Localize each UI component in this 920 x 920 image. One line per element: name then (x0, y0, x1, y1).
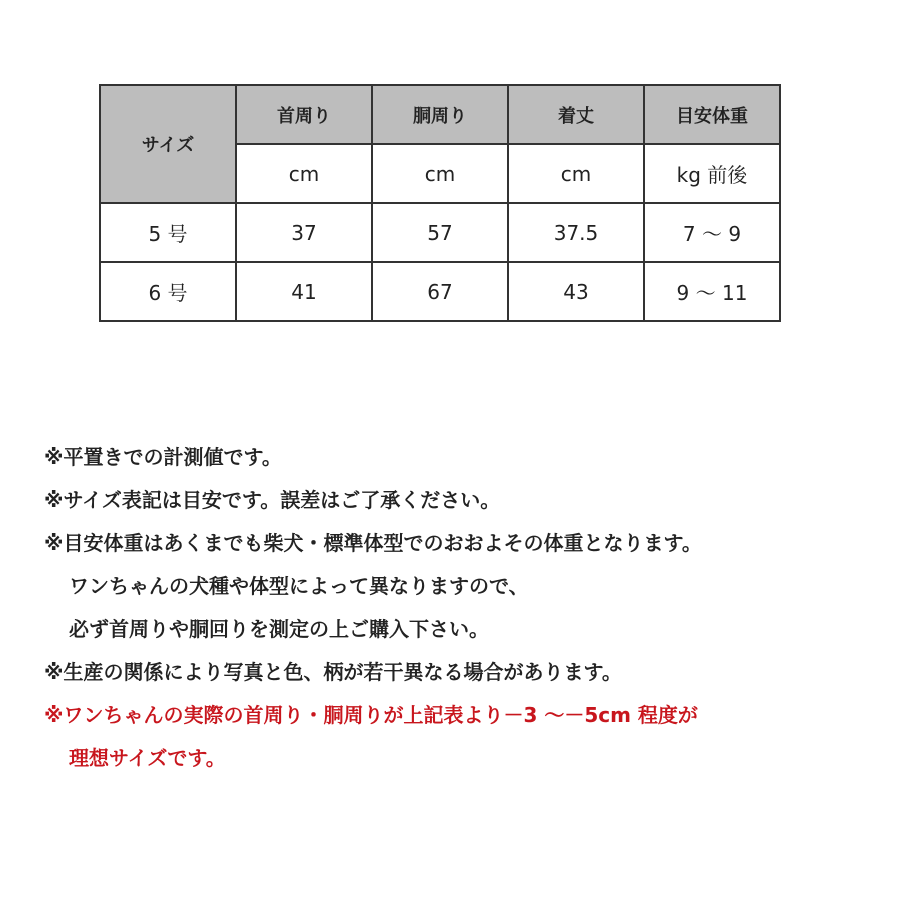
weight-unit-cell: kg 前後 (644, 144, 780, 203)
neck-unit-cell: cm (236, 144, 372, 203)
weight-value-cell: 7 〜 9 (644, 203, 780, 262)
neck-header-cell: 首周り (236, 85, 372, 144)
length-header-cell: 着丈 (508, 85, 644, 144)
length-value-cell: 37.5 (508, 203, 644, 262)
chest-header-cell: 胴周り (372, 85, 508, 144)
chest-unit-cell: cm (372, 144, 508, 203)
weight-value-cell: 9 〜 11 (644, 262, 780, 321)
chest-value-cell: 57 (372, 203, 508, 262)
note-weight-guide-cont-2: 必ず首周りや胴回りを測定の上ご購入下さい。 (69, 617, 489, 641)
notes-list (44, 436, 904, 780)
table-row (100, 262, 780, 321)
table-header-row (100, 85, 780, 144)
note-size-guide: ※サイズ表記は目安です。誤差はご了承ください。 (44, 488, 501, 512)
neck-value-cell: 37 (236, 203, 372, 262)
note-measurement: ※平置きでの計測値です。 (44, 445, 282, 469)
chest-value-cell: 67 (372, 262, 508, 321)
table-row (100, 203, 780, 262)
length-unit-cell: cm (508, 144, 644, 203)
length-value-cell: 43 (508, 262, 644, 321)
size-cell: 5 号 (100, 203, 236, 262)
size-table (99, 84, 781, 322)
neck-value-cell: 41 (236, 262, 372, 321)
note-ideal-size-cont: 理想サイズです。 (69, 746, 226, 770)
weight-header-cell: 目安体重 (644, 85, 780, 144)
size-header-cell: サイズ (100, 85, 236, 203)
note-ideal-size: ※ワンちゃんの実際の首周り・胴周りが上記表より－3 〜－5cm 程度が (44, 703, 698, 727)
size-cell: 6 号 (100, 262, 236, 321)
note-weight-guide-cont-1: ワンちゃんの犬種や体型によって異なりますので、 (69, 574, 529, 598)
note-production: ※生産の関係により写真と色、柄が若干異なる場合があります。 (44, 660, 622, 684)
note-weight-guide: ※目安体重はあくまでも柴犬・標準体型でのおおよその体重となります。 (44, 531, 702, 555)
